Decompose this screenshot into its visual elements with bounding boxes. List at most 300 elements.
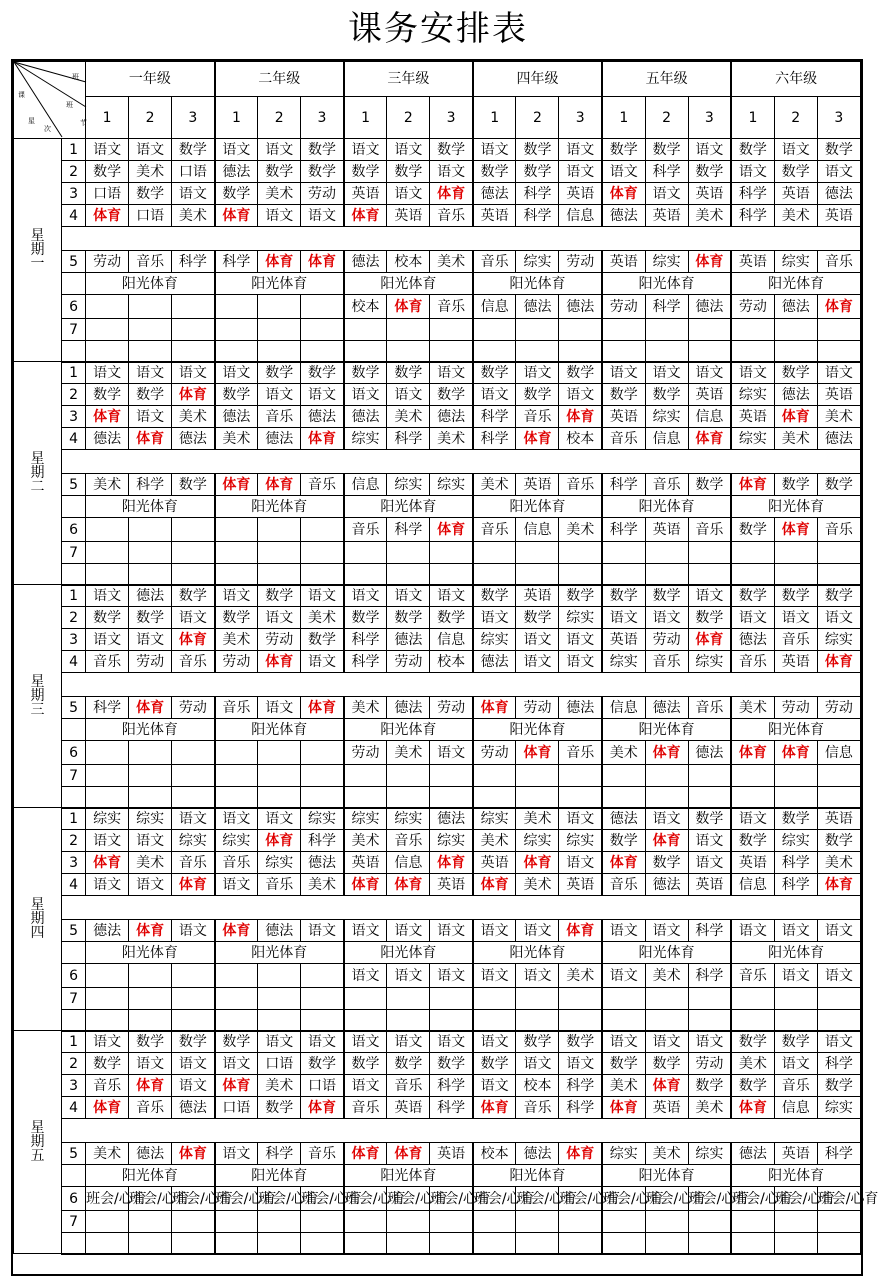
class-cell: 语文 [473,964,516,988]
class-cell: 数学 [387,1053,430,1075]
class-cell [559,765,602,787]
class-cell [473,1211,516,1233]
class-cell: 语文 [129,406,172,428]
pe-class-cell: 体育 [645,1075,688,1097]
class-cell: 语文 [817,1031,860,1053]
class-cell: 音乐 [645,651,688,673]
class-cell: 音乐 [559,474,602,496]
period-number: 3 [62,183,86,205]
class-cell [129,518,172,542]
sunshine-pe-label: 阳光体育 [602,1165,731,1187]
class-cell [430,765,473,787]
class-cell [86,295,129,319]
class-cell: 数学 [473,161,516,183]
period-number: 5 [62,251,86,273]
class-cell: 语文 [172,183,215,205]
class-cell: 语文 [301,585,344,607]
class-cell: 口语 [258,1053,301,1075]
class-cell: 语文 [387,964,430,988]
class-cell: 数学 [215,1031,258,1053]
class-cell: 科学 [602,518,645,542]
pe-class-cell: 体育 [430,183,473,205]
class-cell [172,319,215,341]
class-cell: 综实 [516,830,559,852]
class-cell: 语文 [258,1031,301,1053]
class-cell: 数学 [688,161,731,183]
class-cell [645,542,688,564]
pe-class-cell: 体育 [688,629,731,651]
class-number-header: 2 [129,97,172,139]
class-cell: 语文 [645,183,688,205]
class-cell: 综实 [86,808,129,830]
pe-class-cell: 体育 [688,428,731,450]
class-cell: 德法 [817,183,860,205]
class-cell: 语文 [258,808,301,830]
pe-class-cell: 体育 [473,1097,516,1119]
class-cell: 语文 [215,139,258,161]
sunshine-pe-label: 阳光体育 [344,719,473,741]
class-cell [301,341,344,362]
period-number: 7 [62,765,86,787]
break-row [62,673,861,697]
break-row [62,227,861,251]
pe-class-cell: 体育 [516,741,559,765]
class-cell: 德法 [516,295,559,319]
class-cell: 语文 [602,607,645,629]
class-cell [258,518,301,542]
pe-class-cell: 体育 [301,697,344,719]
class-cell [301,319,344,341]
class-cell [430,319,473,341]
class-cell: 德法 [559,697,602,719]
class-cell [731,319,774,341]
class-cell: 语文 [301,384,344,406]
class-cell: 语文 [473,1075,516,1097]
period-number [62,1233,86,1254]
class-cell: 德法 [215,161,258,183]
class-cell: 班会/心育 [559,1187,602,1211]
class-cell: 数学 [645,585,688,607]
class-cell [817,765,860,787]
class-cell [817,542,860,564]
day-label-char: 期 [30,1134,45,1150]
period-number: 4 [62,428,86,450]
class-cell [129,787,172,808]
class-cell: 科学 [817,1053,860,1075]
sunshine-pe-label: 阳光体育 [215,942,344,964]
class-cell: 语文 [516,1053,559,1075]
class-cell: 美术 [215,428,258,450]
day-label [14,1031,62,1254]
class-cell: 综实 [774,251,817,273]
class-cell: 语文 [86,629,129,651]
class-cell [817,319,860,341]
class-cell [602,1233,645,1254]
class-cell: 美术 [387,406,430,428]
class-cell [215,319,258,341]
class-cell: 美术 [344,697,387,719]
class-cell: 语文 [645,920,688,942]
class-cell: 音乐 [301,1143,344,1165]
class-cell [817,341,860,362]
class-cell: 语文 [516,362,559,384]
class-cell: 德法 [774,295,817,319]
class-cell: 校本 [344,295,387,319]
class-cell [258,787,301,808]
class-cell [559,1211,602,1233]
pe-class-cell: 体育 [301,251,344,273]
class-cell: 科学 [473,406,516,428]
class-cell: 英语 [645,205,688,227]
class-cell [129,341,172,362]
class-cell: 语文 [258,139,301,161]
class-cell: 数学 [344,362,387,384]
class-cell [258,1233,301,1254]
class-cell: 综实 [473,629,516,651]
class-cell [129,564,172,585]
class-cell: 英语 [731,406,774,428]
class-cell: 美术 [129,852,172,874]
class-cell [731,1233,774,1254]
day-label-char: 期 [30,465,45,481]
class-cell: 科学 [473,428,516,450]
pe-class-cell: 体育 [86,1097,129,1119]
class-cell: 数学 [559,1031,602,1053]
class-cell [387,564,430,585]
class-cell: 语文 [387,183,430,205]
class-cell: 综实 [817,1097,860,1119]
class-cell: 德法 [731,629,774,651]
class-cell [301,1211,344,1233]
class-cell: 语文 [688,1031,731,1053]
class-cell [172,295,215,319]
class-cell: 音乐 [516,406,559,428]
class-cell: 音乐 [602,428,645,450]
class-cell: 音乐 [731,651,774,673]
class-cell: 口语 [86,183,129,205]
class-cell: 校本 [430,651,473,673]
class-cell: 语文 [731,920,774,942]
class-cell: 劳动 [473,741,516,765]
day-label [14,808,62,1031]
class-cell [473,319,516,341]
class-cell: 语文 [473,607,516,629]
class-cell: 音乐 [258,406,301,428]
class-cell: 语文 [430,920,473,942]
class-cell: 语文 [215,808,258,830]
class-cell [258,765,301,787]
class-cell: 美术 [172,205,215,227]
sunshine-pe-label: 阳光体育 [215,1165,344,1187]
class-cell: 德法 [688,295,731,319]
class-cell: 德法 [645,874,688,896]
class-cell: 综实 [645,251,688,273]
class-cell: 音乐 [774,629,817,651]
period-number: 2 [62,161,86,183]
class-cell: 美术 [731,1053,774,1075]
class-cell [86,1010,129,1031]
class-cell [645,1233,688,1254]
class-number-header: 1 [215,97,258,139]
class-cell: 数学 [301,139,344,161]
class-cell: 数学 [172,585,215,607]
timetable-grid [13,61,878,1255]
class-cell [645,564,688,585]
sunshine-pe-label: 阳光体育 [731,273,860,295]
class-cell: 班会/心育 [344,1187,387,1211]
pe-class-cell: 体育 [817,874,860,896]
class-cell: 英语 [731,852,774,874]
class-cell [172,1010,215,1031]
class-cell: 语文 [774,920,817,942]
sunshine-pe-label: 阳光体育 [731,719,860,741]
pe-class-cell: 体育 [602,183,645,205]
class-cell: 语文 [473,1031,516,1053]
class-cell [817,1233,860,1254]
class-cell: 语文 [215,585,258,607]
pe-class-cell: 体育 [516,852,559,874]
class-cell [602,1010,645,1031]
class-cell: 综实 [559,607,602,629]
class-cell: 语文 [344,1031,387,1053]
class-cell [602,542,645,564]
class-cell [301,1233,344,1254]
class-cell: 英语 [774,183,817,205]
class-cell [430,542,473,564]
class-cell: 综实 [645,406,688,428]
class-cell [129,295,172,319]
pe-class-cell: 体育 [129,1075,172,1097]
class-cell: 数学 [215,183,258,205]
pe-class-cell: 体育 [301,428,344,450]
class-cell: 劳动 [430,697,473,719]
class-cell [258,988,301,1010]
sunshine-pe-label: 阳光体育 [602,942,731,964]
class-cell: 英语 [387,1097,430,1119]
class-cell: 劳动 [129,651,172,673]
class-cell [688,988,731,1010]
class-cell: 数学 [602,585,645,607]
class-cell: 科学 [129,474,172,496]
class-cell: 数学 [774,161,817,183]
class-cell: 语文 [516,651,559,673]
class-number-header: 3 [430,97,473,139]
class-cell: 英语 [602,251,645,273]
class-cell: 语文 [215,362,258,384]
class-cell [172,542,215,564]
class-number-header: 3 [817,97,860,139]
class-cell: 德法 [129,585,172,607]
period-number: 4 [62,651,86,673]
class-cell [387,988,430,1010]
sunshine-pe-label: 阳光体育 [473,1165,602,1187]
class-cell [258,564,301,585]
pe-class-cell: 体育 [645,830,688,852]
class-cell: 口语 [215,1097,258,1119]
class-cell [645,765,688,787]
period-number: 4 [62,205,86,227]
class-cell: 德法 [430,808,473,830]
class-cell: 美术 [516,808,559,830]
class-cell [430,787,473,808]
pe-class-cell: 体育 [129,697,172,719]
class-cell [516,564,559,585]
pe-class-cell: 体育 [215,205,258,227]
class-cell [688,1211,731,1233]
class-cell: 语文 [516,920,559,942]
class-cell: 语文 [559,1053,602,1075]
class-cell: 语文 [387,920,430,942]
class-cell: 综实 [215,830,258,852]
class-cell [258,964,301,988]
day-label-char: 期 [30,688,45,704]
class-cell [817,1211,860,1233]
class-cell [215,988,258,1010]
grade-header: 一年级 [86,62,215,97]
class-cell: 科学 [688,920,731,942]
pe-class-cell: 体育 [215,920,258,942]
class-cell: 数学 [430,384,473,406]
sunshine-pe-label: 阳光体育 [215,496,344,518]
class-cell [86,988,129,1010]
class-cell: 英语 [473,852,516,874]
class-cell: 科学 [301,830,344,852]
class-cell: 劳动 [344,741,387,765]
class-cell: 语文 [86,585,129,607]
class-cell [344,787,387,808]
class-cell: 美术 [258,183,301,205]
class-cell [602,341,645,362]
class-cell: 语文 [430,964,473,988]
class-cell: 音乐 [215,852,258,874]
class-cell: 数学 [387,607,430,629]
class-cell: 科学 [387,428,430,450]
class-cell [602,988,645,1010]
pe-class-cell: 体育 [172,629,215,651]
class-cell: 美术 [774,205,817,227]
class-cell: 校本 [559,428,602,450]
pe-class-cell: 体育 [344,874,387,896]
period-number: 3 [62,852,86,874]
class-cell: 数学 [129,1031,172,1053]
class-cell: 语文 [86,1031,129,1053]
class-cell [215,341,258,362]
pe-class-cell: 体育 [473,697,516,719]
class-cell [215,564,258,585]
day-label-char: 一 [30,256,45,272]
class-cell: 语文 [172,920,215,942]
class-cell [430,1211,473,1233]
class-cell [301,295,344,319]
class-cell: 音乐 [387,1075,430,1097]
pe-class-cell: 体育 [172,874,215,896]
class-cell: 语文 [344,964,387,988]
class-cell: 音乐 [559,741,602,765]
class-cell: 德法 [559,295,602,319]
class-cell [817,787,860,808]
class-cell: 美术 [688,1097,731,1119]
class-cell [774,564,817,585]
class-cell [645,319,688,341]
sunshine-pe-label: 阳光体育 [86,496,215,518]
class-cell [344,542,387,564]
class-cell: 语文 [301,651,344,673]
class-cell: 数学 [688,1075,731,1097]
class-cell [688,341,731,362]
sunshine-pe-label: 阳光体育 [473,273,602,295]
class-cell [473,988,516,1010]
class-cell: 美术 [473,830,516,852]
class-cell: 语文 [129,629,172,651]
class-cell [731,988,774,1010]
class-cell: 数学 [86,607,129,629]
class-cell: 科学 [215,251,258,273]
class-cell: 英语 [817,205,860,227]
class-cell [559,1010,602,1031]
class-cell: 语文 [688,852,731,874]
class-cell [688,787,731,808]
class-cell: 美术 [473,474,516,496]
sunshine-pe-label: 阳光体育 [215,273,344,295]
class-cell: 德法 [473,183,516,205]
class-cell: 音乐 [344,1097,387,1119]
class-cell: 班会/心育 [215,1187,258,1211]
class-cell [129,741,172,765]
class-cell: 班会/心育 [473,1187,516,1211]
class-cell: 音乐 [172,651,215,673]
class-cell: 英语 [774,1143,817,1165]
pe-class-cell: 体育 [516,428,559,450]
pe-class-cell: 体育 [688,251,731,273]
period-number: 5 [62,1143,86,1165]
class-cell [86,964,129,988]
class-cell: 数学 [602,139,645,161]
class-cell: 劳动 [602,295,645,319]
period-number: 1 [62,1031,86,1053]
class-cell: 德法 [172,1097,215,1119]
class-cell: 数学 [430,607,473,629]
class-cell: 美术 [645,964,688,988]
class-cell [344,1211,387,1233]
class-cell: 综实 [172,830,215,852]
class-cell: 综实 [430,474,473,496]
class-cell [473,765,516,787]
class-cell: 数学 [430,139,473,161]
class-cell [129,319,172,341]
class-cell: 语文 [817,964,860,988]
class-cell: 数学 [129,607,172,629]
class-cell: 语文 [387,1031,430,1053]
class-cell: 语文 [688,362,731,384]
class-cell [172,341,215,362]
class-cell [731,787,774,808]
class-cell: 美术 [172,406,215,428]
class-cell: 德法 [301,852,344,874]
class-cell: 综实 [559,830,602,852]
class-cell: 语文 [129,1053,172,1075]
class-cell: 综实 [387,474,430,496]
class-cell: 音乐 [215,697,258,719]
class-cell [86,741,129,765]
class-number-header: 2 [645,97,688,139]
class-cell: 英语 [688,384,731,406]
class-cell: 校本 [516,1075,559,1097]
class-cell: 数学 [387,362,430,384]
class-cell [344,341,387,362]
class-cell [258,1211,301,1233]
class-number-header: 1 [731,97,774,139]
class-cell [516,1233,559,1254]
